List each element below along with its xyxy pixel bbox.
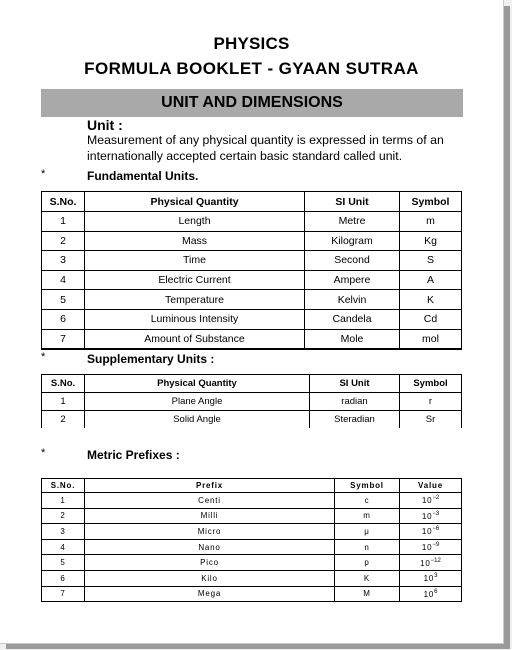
table-cell: m <box>400 212 462 232</box>
value-base: 10 <box>423 574 435 584</box>
table-cell: 3 <box>42 524 85 540</box>
table-row <box>42 493 462 509</box>
table-cell: Plane Angle <box>85 393 310 411</box>
table-cell: c <box>335 493 400 509</box>
table-cell: Mass <box>85 231 305 251</box>
table-cell: Temperature <box>85 290 305 310</box>
table-row <box>42 270 462 290</box>
col-header: S.No. <box>42 375 85 393</box>
table-cell: n <box>335 539 400 555</box>
col-header: SI Unit <box>310 375 400 393</box>
table-cell: Mole <box>305 329 400 349</box>
value-cell <box>400 508 462 524</box>
table-cell: M <box>335 586 400 602</box>
table-cell: 1 <box>42 493 85 509</box>
value-exponent: 3 <box>434 573 438 580</box>
table-cell: Kg <box>400 231 462 251</box>
table-cell: m <box>335 508 400 524</box>
table-cell: p <box>335 555 400 571</box>
col-header: Symbol <box>335 479 400 493</box>
table-row <box>42 570 462 586</box>
table-cell: Steradian <box>310 411 400 429</box>
table-cell: Candela <box>305 309 400 329</box>
value-exponent: −12 <box>430 557 441 564</box>
table-cell: 5 <box>42 290 85 310</box>
table-cell: Milli <box>85 508 335 524</box>
value-exponent: −6 <box>432 526 440 533</box>
table-cell: 1 <box>42 212 85 232</box>
table-cell: Kelvin <box>305 290 400 310</box>
table-cell: A <box>400 270 462 290</box>
unit-definition: Measurement of any physical quantity is expressed in terms of an internationally accepted certain basic standard called unit. <box>87 133 444 163</box>
value-cell <box>400 586 462 602</box>
table-row <box>42 555 462 571</box>
col-header: S.No. <box>42 192 85 212</box>
table-cell: S <box>400 251 462 271</box>
value-exponent: −3 <box>432 510 440 517</box>
table-row <box>42 231 462 251</box>
metric-prefixes-title: Metric Prefixes : <box>87 448 180 462</box>
table-cell: Electric Current <box>85 270 305 290</box>
value-base: 10 <box>421 527 433 537</box>
table-cell: Second <box>305 251 400 271</box>
col-header: Value <box>400 479 462 493</box>
col-header: Symbol <box>400 375 462 393</box>
bullet-marker: * <box>41 447 46 459</box>
bullet-marker: * <box>41 351 46 363</box>
col-header: Physical Quantity <box>85 375 310 393</box>
table-cell: Centi <box>85 493 335 509</box>
table-row <box>42 251 462 271</box>
table-cell: Ampere <box>305 270 400 290</box>
table-cell: radian <box>310 393 400 411</box>
table-cell: 4 <box>42 270 85 290</box>
table-cell: Cd <box>400 309 462 329</box>
table-cell: 6 <box>42 570 85 586</box>
table-cell: Amount of Substance <box>85 329 305 349</box>
page-shadow-bottom <box>6 644 510 649</box>
col-header: Physical Quantity <box>85 192 305 212</box>
value-cell <box>400 570 462 586</box>
value-exponent: 6 <box>434 588 438 595</box>
value-base: 10 <box>423 589 435 599</box>
table-cell: 3 <box>42 251 85 271</box>
table-cell: Length <box>85 212 305 232</box>
supplementary-units-table <box>41 374 462 428</box>
page-shadow-right <box>504 6 510 646</box>
table-cell: Metre <box>305 212 400 232</box>
value-cell <box>400 524 462 540</box>
unit-heading: Unit : <box>87 117 123 133</box>
value-exponent: −2 <box>432 495 440 502</box>
table-cell: 2 <box>42 411 85 429</box>
table-row <box>42 524 462 540</box>
value-base: 10 <box>421 496 433 506</box>
fundamental-units-title: Fundamental Units. <box>87 169 199 183</box>
table-cell: 4 <box>42 539 85 555</box>
value-exponent: −9 <box>432 542 440 549</box>
table-cell: Kilogram <box>305 231 400 251</box>
table-row <box>42 539 462 555</box>
table-cell: 7 <box>42 329 85 349</box>
table-cell: Kilo <box>85 570 335 586</box>
fundamental-units-table <box>41 191 462 350</box>
table-cell: 2 <box>42 231 85 251</box>
supplementary-units-title: Supplementary Units : <box>87 352 215 366</box>
table-cell: Mega <box>85 586 335 602</box>
table-cell: 2 <box>42 508 85 524</box>
chapter-banner: UNIT AND DIMENSIONS <box>41 89 463 117</box>
table-cell: 1 <box>42 393 85 411</box>
value-base: 10 <box>421 511 433 521</box>
table-header-row <box>42 375 462 393</box>
table-row <box>42 212 462 232</box>
table-cell: Time <box>85 251 305 271</box>
value-cell <box>400 493 462 509</box>
doc-title-line1: PHYSICS <box>213 34 290 53</box>
bullet-marker: * <box>41 168 46 180</box>
table-cell: K <box>400 290 462 310</box>
table-row <box>42 508 462 524</box>
table-cell: Sr <box>400 411 462 429</box>
table-cell: 5 <box>42 555 85 571</box>
table-cell: mol <box>400 329 462 349</box>
value-cell <box>400 539 462 555</box>
table-cell: Luminous Intensity <box>85 309 305 329</box>
value-base: 10 <box>421 543 433 553</box>
table-cell: μ <box>335 524 400 540</box>
table-row <box>42 586 462 602</box>
table-cell: Pico <box>85 555 335 571</box>
col-header: SI Unit <box>305 192 400 212</box>
col-header: Symbol <box>400 192 462 212</box>
table-header-row <box>42 479 462 493</box>
table-row <box>42 309 462 329</box>
table-cell: Micro <box>85 524 335 540</box>
col-header: Prefix <box>85 479 335 493</box>
col-header: S.No. <box>42 479 85 493</box>
table-cell: 7 <box>42 586 85 602</box>
metric-prefixes-table <box>41 478 462 602</box>
table-cell: K <box>335 570 400 586</box>
value-base: 10 <box>420 558 431 568</box>
doc-title-line2: FORMULA BOOKLET - GYAAN SUTRAA <box>84 59 419 78</box>
table-cell: r <box>400 393 462 411</box>
table-cell: Nano <box>85 539 335 555</box>
table-row <box>42 393 462 411</box>
table-row <box>42 290 462 310</box>
table-row <box>42 411 462 429</box>
value-cell <box>400 555 462 571</box>
table-cell: Solid Angle <box>85 411 310 429</box>
table-header-row <box>42 192 462 212</box>
table-row <box>42 329 462 349</box>
table-cell: 6 <box>42 309 85 329</box>
